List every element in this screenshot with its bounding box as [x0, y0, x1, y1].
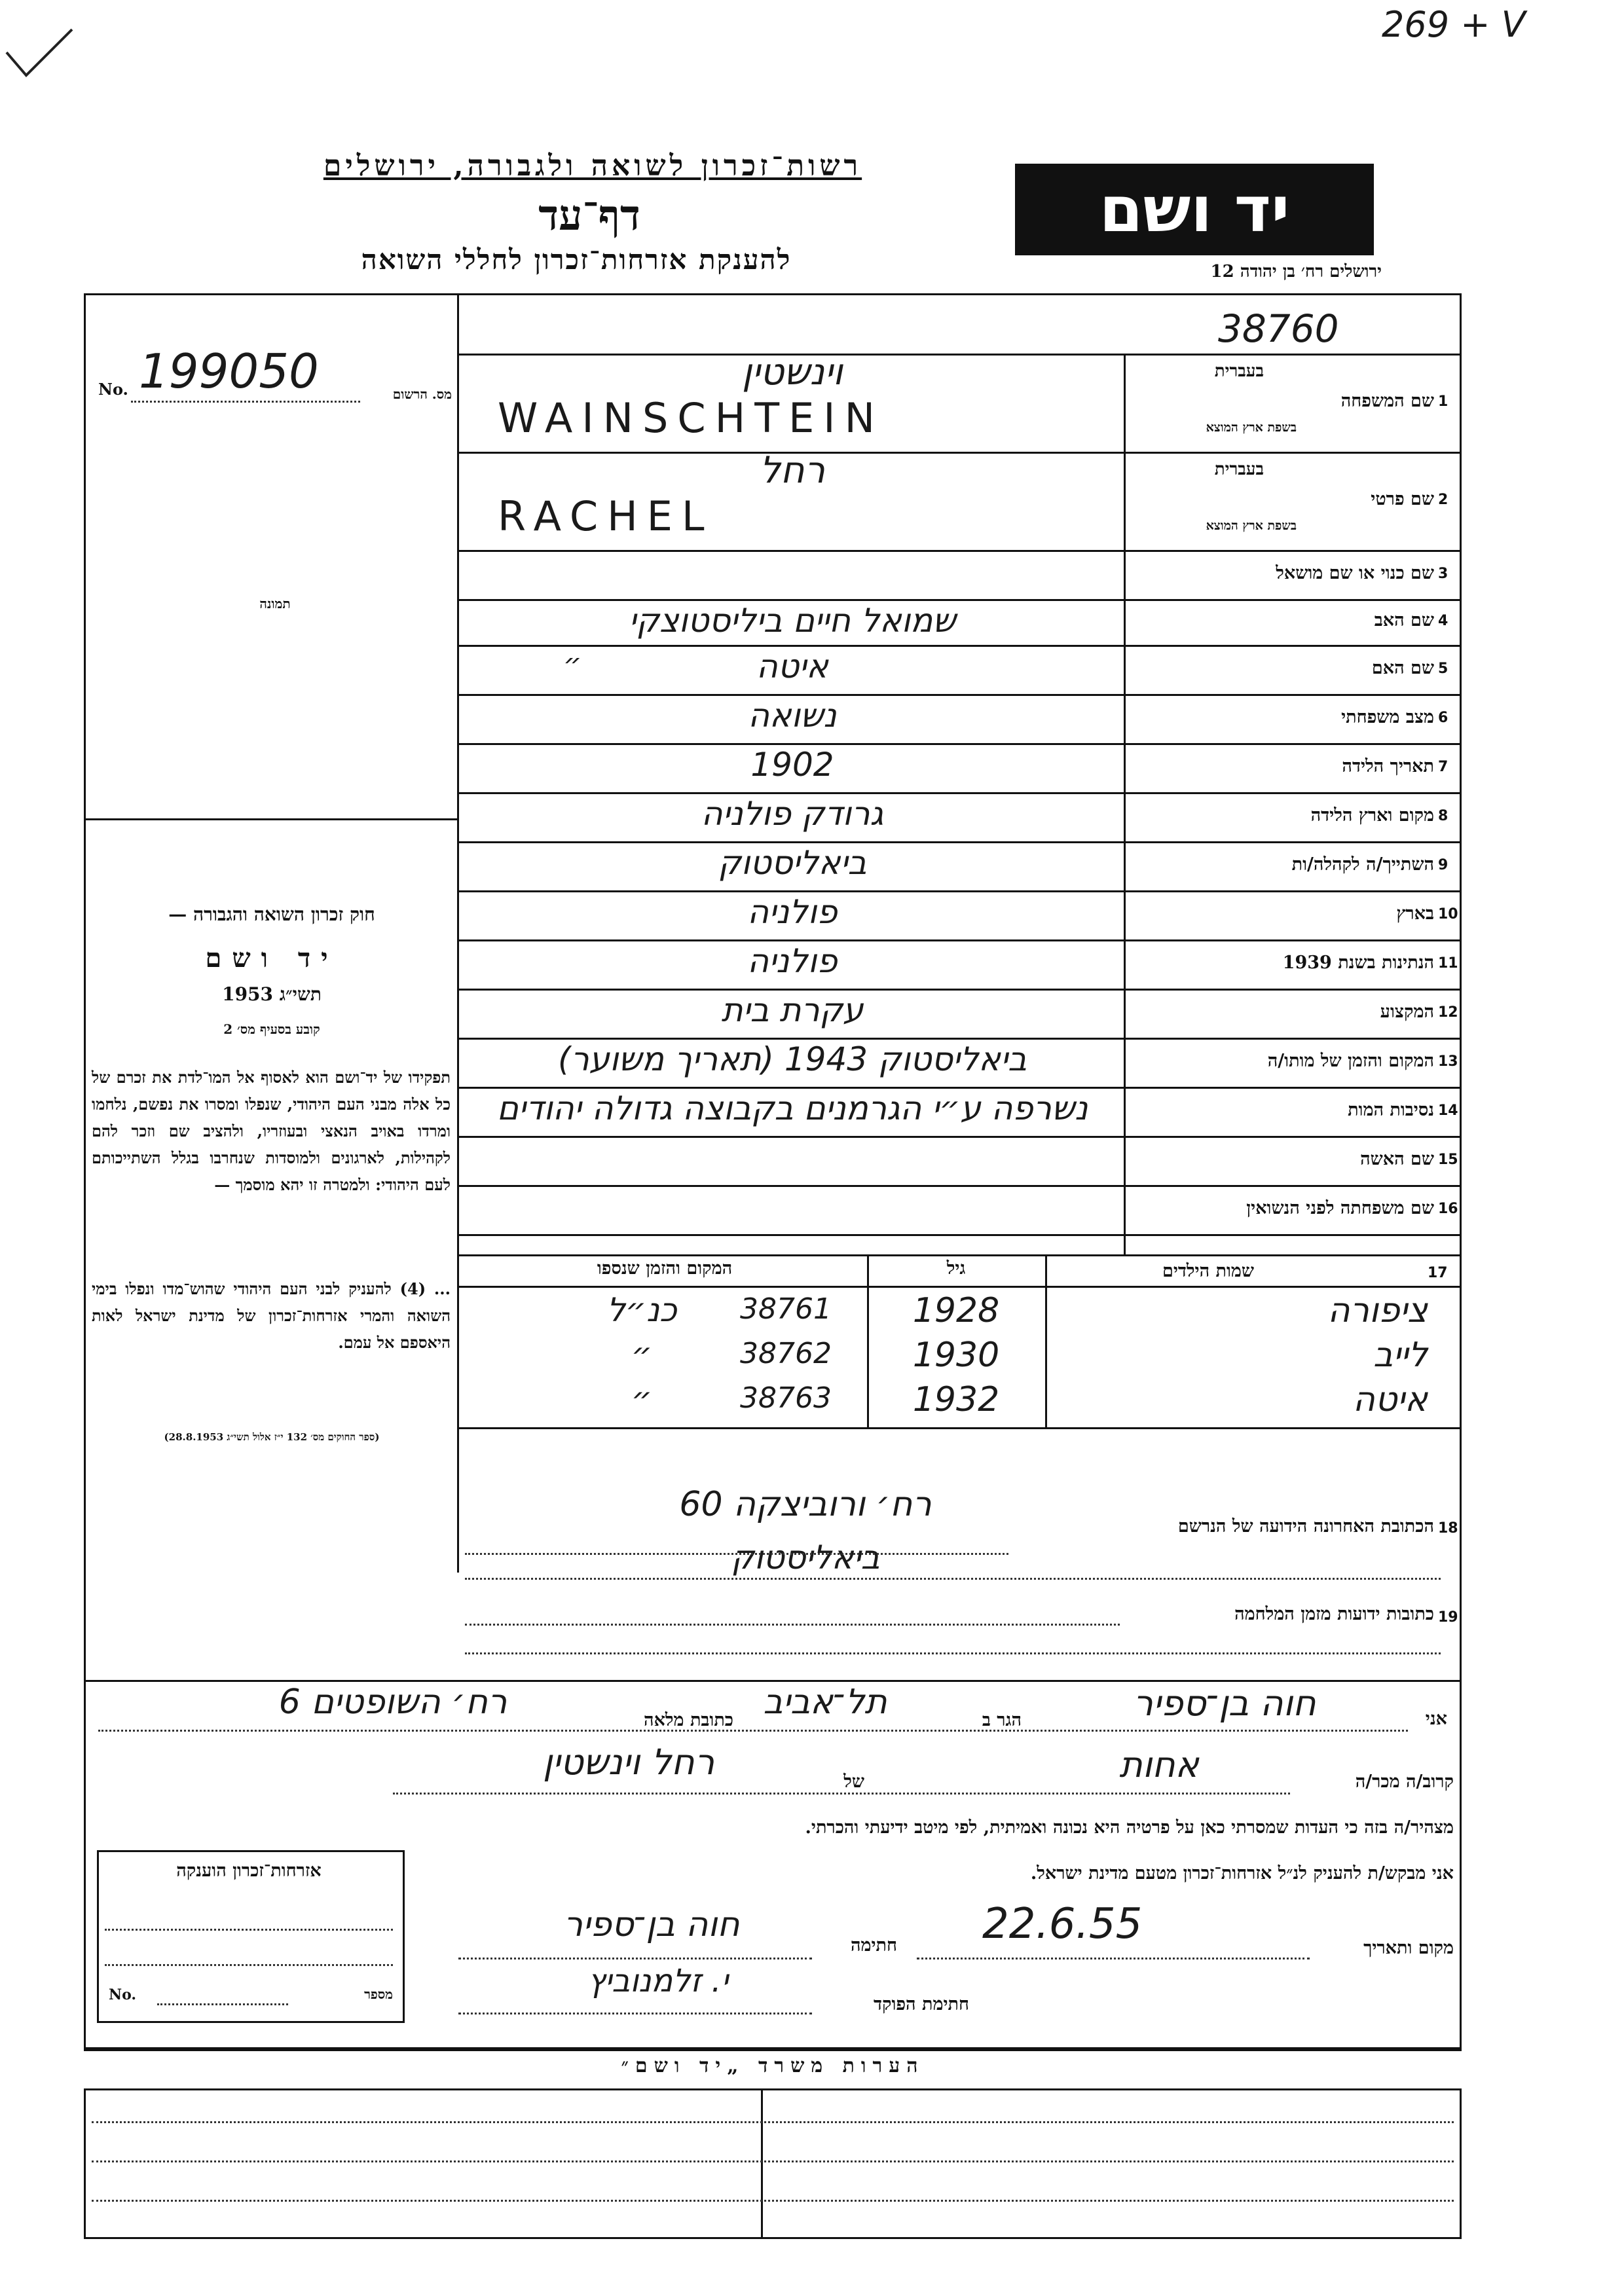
field-number-4: 4 [1438, 613, 1449, 629]
child-record-ref: 38762 [740, 1337, 832, 1370]
field-value-12: עקרת בית [721, 991, 864, 1029]
form-subtitle: להענקת אזרחות־זכרון לחללי השואה [361, 244, 792, 276]
field-number-12: 12 [1438, 1004, 1458, 1021]
field-value-9: ביאליסטוק [718, 844, 867, 882]
field-sub-origin-2: בשפת ארץ המוצא [1206, 519, 1297, 533]
field-value-4: שמואל חיים ביליסטוצקי [629, 602, 956, 640]
declaration-resides-label: הגר ב [982, 1710, 1022, 1730]
child-record-ref: 38761 [740, 1292, 832, 1326]
citizenship-number-label: מספר [364, 1986, 393, 2002]
form-title: דף־עד [538, 191, 640, 240]
law-reference: (ספר החוקים מס׳ 132 י״ז אלול תשי״ג 28.8.1953) [164, 1431, 380, 1443]
field-number-9: 9 [1438, 856, 1449, 873]
field-value-latin-2: RACHEL [498, 492, 714, 540]
field-label-5: שם האם [1371, 657, 1434, 678]
child-record-ref: 38763 [740, 1381, 832, 1415]
declaration-date: 22.6.55 [982, 1900, 1143, 1948]
field-label-15: שם האשה [1360, 1148, 1434, 1169]
field-label-10: בארץ [1396, 903, 1434, 924]
last-address-city: ביאליסטוק [731, 1539, 880, 1576]
field-value-5: איטה [756, 647, 828, 685]
relation-value: אחות [1119, 1744, 1199, 1785]
law-name: יד ושם [205, 943, 339, 974]
field-number-16: 16 [1438, 1200, 1458, 1217]
field-label-13: המקום והזמן של מותו/ה [1267, 1050, 1434, 1071]
field-number-2: 2 [1438, 492, 1449, 508]
field-sub-origin-1: בשפת ארץ המוצא [1206, 420, 1297, 435]
field-label-4: שם האב [1374, 610, 1434, 630]
declaration-statement: מצהיר/ה בזה כי העדות שמסרתי כאן על פרטיה היא נכונה ואמיתית, לפי מיטב ידיעתי והכרתי. [805, 1817, 1454, 1838]
child-name: ציפורה [1327, 1291, 1428, 1330]
field-number-3: 3 [1438, 565, 1449, 582]
children-place-header: המקום והזמן שנספו [597, 1258, 733, 1279]
children-names-header: שמות הילדים [1162, 1261, 1255, 1281]
child-age: 1932 [912, 1380, 1000, 1419]
field-label-6: מצב משפחתי [1341, 706, 1434, 727]
field-number-17: 17 [1428, 1265, 1448, 1281]
check-mark-icon [0, 13, 79, 85]
registration-label: מס. הרשום [392, 386, 452, 402]
full-address-label: כתובת מלאה [644, 1710, 733, 1730]
field-value-8: גרודק פולניה [701, 795, 884, 833]
child-place: כנ״ל [606, 1291, 677, 1329]
field-value-10: פולניה [747, 893, 838, 931]
signature-label: חתימה [850, 1935, 897, 1956]
field-label-12: המקצוע [1380, 1001, 1434, 1022]
field-label-1: שם המשפחה [1340, 391, 1434, 411]
logo-text: יד ושם [1099, 173, 1290, 246]
child-age: 1930 [912, 1336, 1000, 1375]
child-name: איטה [1352, 1380, 1428, 1419]
law-title: חוק זכרון השואה והגבורה — [168, 903, 375, 925]
declaration-ani: אני [1425, 1709, 1447, 1729]
last-address-label: הכתובת האחרונה הידועה של הנרשם [1177, 1516, 1434, 1537]
institution-name: רשות־זכרון לשואה ולגבורה, ירושלים [323, 149, 862, 183]
field-label-8: מקום וארץ הלידה [1310, 805, 1434, 826]
child-name: לייב [1373, 1336, 1428, 1375]
declarant-name: חוה בן־ספיר [1133, 1683, 1316, 1724]
record-number: 38760 [1218, 306, 1339, 351]
declarant-signature: חוה בן־ספיר [563, 1905, 740, 1944]
yad-vashem-logo [1015, 164, 1374, 255]
field-number-8: 8 [1438, 807, 1449, 824]
field-value-1: וינשטין [742, 351, 843, 393]
registration-number: 199050 [139, 344, 319, 399]
law-clause: קובע בסעיף מס׳ 2 [223, 1021, 320, 1037]
field-label-7: תאריך הלידה [1342, 756, 1434, 776]
field-number-19: 19 [1438, 1609, 1458, 1626]
field-label-16: שם משפחתה לפני הנשואין [1246, 1197, 1434, 1218]
corner-mark: 269 + V [1382, 4, 1526, 45]
field-number-18: 18 [1438, 1520, 1458, 1537]
citizenship-no-label: No. [109, 1986, 137, 2003]
photo-label: תמונה [259, 596, 291, 611]
field-value-11: פולניה [747, 942, 838, 980]
registration-no-label: No. [98, 380, 128, 399]
official-signature-label: חתימת הפוקד [874, 1994, 969, 2014]
place-date-label: מקום ותאריך [1363, 1938, 1454, 1958]
field-value-7: 1902 [750, 746, 834, 784]
field-value-latin-1: WAINSCHTEIN [498, 394, 884, 442]
full-address-value: רח׳ השופטים 6 [278, 1683, 507, 1722]
field-value-2: רחל [759, 449, 826, 492]
relative-label: קרוב/ה מכר/ה [1355, 1772, 1454, 1792]
law-year: תשי״ג 1953 [222, 983, 322, 1005]
child-place: ״ [631, 1336, 653, 1374]
declarant-city: תל־אביב [763, 1683, 887, 1722]
field-label-11: הנתינות בשנת 1939 [1282, 952, 1434, 973]
field-number-14: 14 [1438, 1102, 1458, 1119]
child-age: 1928 [912, 1291, 1000, 1330]
official-signature: י. זלמנוביץ [587, 1963, 729, 1999]
field-label-2: שם פרטי [1371, 489, 1434, 509]
subject-name: רחל וינשטין [542, 1741, 715, 1783]
field-number-5: 5 [1438, 660, 1449, 677]
field-number-6: 6 [1438, 709, 1449, 726]
field-number-1: 1 [1438, 393, 1449, 410]
field-value-14: נשרפה ע״י הגרמנים בקבוצה גדולה יהודים [496, 1089, 1088, 1127]
field-number-15: 15 [1438, 1151, 1458, 1168]
field-number-10: 10 [1438, 905, 1458, 922]
field-label-3: שם כנוי או שם מושאל [1276, 562, 1434, 583]
field-value-6: נשואה [748, 697, 837, 735]
citizenship-box-title: אזרחות־זכרון הוענקה [176, 1861, 322, 1881]
relation-of-label: של [843, 1772, 864, 1792]
field-sub-hebrew-1: בעברית [1214, 361, 1264, 381]
field-number-7: 7 [1438, 758, 1449, 775]
field-label-14: נסיבות המות [1348, 1099, 1434, 1120]
field-sub-hebrew-2: בעברית [1214, 460, 1264, 479]
field-number-11: 11 [1438, 955, 1458, 972]
wartime-address-label: כתובות ידועות מזמן המלחמה [1234, 1604, 1434, 1624]
field-ditto-mark-5: ״ [563, 647, 582, 681]
field-value-13: ביאליסטוק 1943 (תאריך משוער) [557, 1040, 1027, 1078]
remarks-box [84, 2088, 1462, 2239]
remarks-title: הערות משרד „יד ושם״ [621, 2054, 925, 2077]
law-text: תפקידו של יד־ושם הוא לאסוף אל המו־לדת את זכרם של כל אלה מבני העם היהודי, שנפלו ומסרו את נפשם, נלחמו ומרדו באויב הנאצי ובעוזריו, ולהציב שם וזכר להם לקהילות, לארגונים ולמוסדות שנחרבו בגלל השתייכותם לעם היהודי: ולמטרה זו יהא מוסמך — [92, 1068, 451, 1194]
field-label-9: השתייך/ה לקהלה/ות [1291, 854, 1434, 875]
field-number-13: 13 [1438, 1053, 1458, 1070]
law-text-clause-4: ... (4) להעניק לבני העם היהודי שהוש־מדו ונפלו בימי השואה והמרי אזרחות־זכרון של מדינת ישראל לאות היאספם אל עמם. [92, 1279, 451, 1352]
declaration-request: אני מבקש/ת להעניק לנ״ל אזרחות־זכרון מטעם מדינת ישראל. [1030, 1863, 1454, 1884]
header-address: ירושלים רח׳ בן יהודה 12 [1210, 262, 1382, 282]
children-age-header: גיל [946, 1258, 966, 1279]
last-address-value: רח׳ ורוביצקה 60 [679, 1485, 932, 1524]
child-place: ״ [631, 1380, 653, 1418]
